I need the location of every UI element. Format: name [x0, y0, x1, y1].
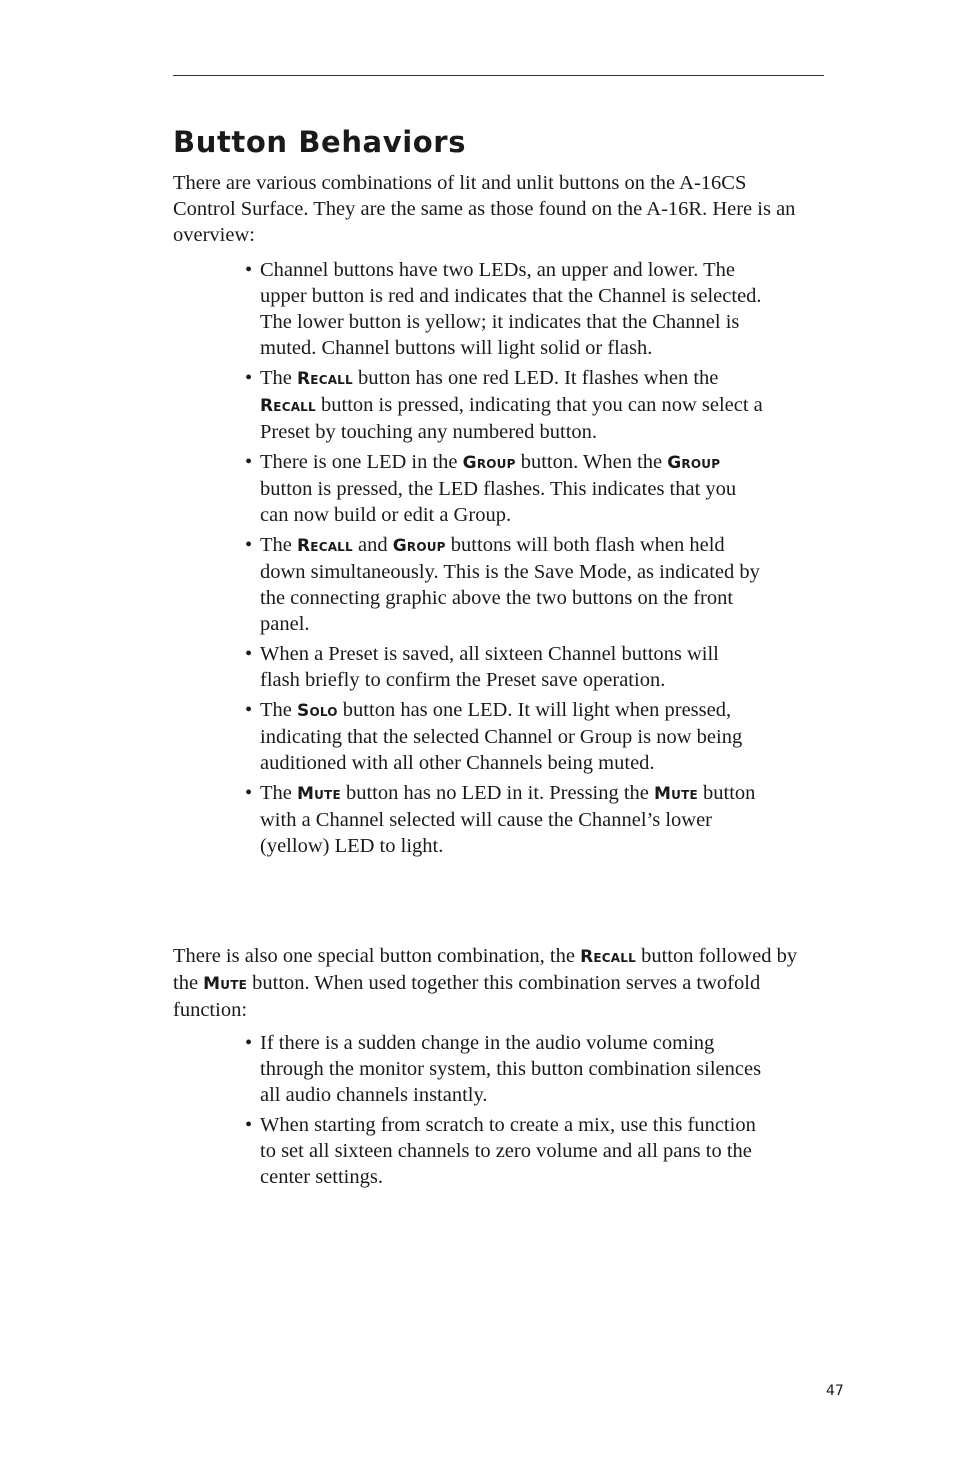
list-item-text: button is pressed, the LED flashes. This indicates that you can now build or edit a Group.	[260, 478, 737, 526]
bullet-icon: •	[245, 1114, 253, 1136]
button-name: Mute	[203, 974, 248, 994]
list-item	[243, 257, 763, 361]
list-item-text: button has one LED. It will light when pressed, indicating that the selected Channel or Group is now being auditioned with all other Channels being muted.	[260, 699, 743, 774]
list-item-text: There is one LED in the	[260, 451, 463, 473]
combination-function-list	[243, 1030, 763, 1194]
list-item-text: The	[260, 782, 297, 804]
header-rule	[173, 75, 824, 76]
list-item-text: button with a Channel selected will cause the Channel’s lower (yellow) LED to light.	[260, 782, 756, 857]
button-behavior-list	[243, 257, 763, 863]
bullet-icon: •	[245, 643, 253, 665]
bullet-icon: •	[245, 367, 253, 389]
list-item-text: button has no LED in it. Pressing the	[340, 782, 655, 804]
list-item-text: When a Preset is saved, all sixteen Channel buttons will flash briefly to confirm the Preset save operation.	[260, 643, 719, 691]
paragraph-text: button followed by the	[173, 945, 798, 994]
list-item-text: The	[260, 367, 297, 389]
button-name: Group	[392, 536, 446, 556]
page-number: 47	[826, 1383, 844, 1399]
list-item-text: The	[260, 534, 297, 556]
bullet-icon: •	[245, 1032, 253, 1054]
button-name: Recall	[580, 947, 636, 967]
list-item	[243, 1112, 763, 1190]
intro-paragraph: There are various combinations of lit and unlit buttons on the A-16CS Control Surface. They are the same as those found on the A-16R. Here is an overview:	[173, 172, 796, 246]
bullet-icon: •	[245, 699, 253, 721]
list-item	[243, 365, 763, 445]
list-item	[243, 1030, 763, 1108]
paragraph-text: There is also one special button combination, the	[173, 945, 581, 967]
list-item	[243, 449, 763, 528]
list-item-text: buttons will both flash when held down simultaneously. This is the Save Mode, as indicated by the connecting graphic above the two buttons on the front panel.	[260, 534, 760, 635]
list-item	[243, 532, 763, 637]
bullet-icon: •	[245, 451, 253, 473]
list-item-text: The	[260, 699, 297, 721]
bullet-icon: •	[245, 782, 253, 804]
button-name: Group	[667, 453, 721, 473]
list-item	[243, 780, 763, 859]
list-item-text: and	[352, 534, 393, 556]
button-name: Mute	[654, 784, 698, 804]
page-title: Button Behaviors	[173, 125, 467, 159]
list-item-text: button has one red LED. It flashes when the	[352, 367, 719, 389]
list-item-text: Channel buttons have two LEDs, an upper and lower. The upper button is red and indicates that the Channel is selected. The lower button is yellow; it indicates that the Channel is muted. Channel buttons will light solid or flash.	[260, 259, 762, 359]
bullet-icon: •	[245, 259, 253, 281]
button-name: Mute	[297, 784, 341, 804]
list-item	[243, 697, 763, 776]
button-name: Group	[462, 453, 516, 473]
button-name: Recall	[260, 396, 316, 416]
button-name: Recall	[297, 369, 353, 389]
paragraph-text: button. When used together this combination serves a twofold function:	[173, 972, 761, 1021]
button-name: Solo	[297, 701, 338, 721]
list-item-text: If there is a sudden change in the audio volume coming through the monitor system, this button combination silences all audio channels instantly.	[260, 1032, 762, 1106]
list-item-text: button. When the	[515, 451, 668, 473]
button-name: Recall	[297, 536, 353, 556]
special-combination-paragraph	[173, 943, 813, 1023]
list-item-text: button is pressed, indicating that you can now select a Preset by touching any numbered button.	[260, 394, 763, 443]
list-item-text: When starting from scratch to create a mix, use this function to set all sixteen channels to zero volume and all pans to the center settings.	[260, 1114, 756, 1188]
list-item	[243, 641, 763, 693]
bullet-icon: •	[245, 534, 253, 556]
